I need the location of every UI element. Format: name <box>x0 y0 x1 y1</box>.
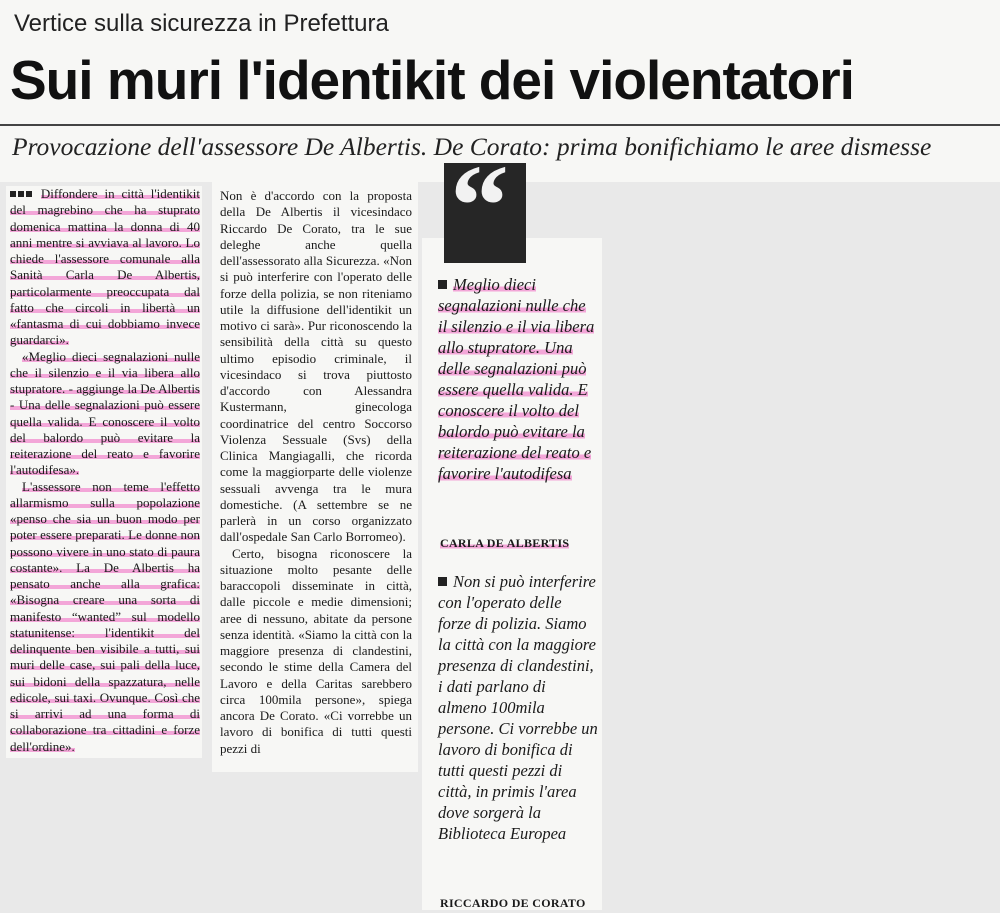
paragraph: Certo, bisogna riconoscere la situazione molto pesante delle baraccopoli disseminate in città, dalle piccole e medie dimensioni; aree di nessuno, abitate da persone senza identità. «Siamo la città con la maggiore presenza di clandestini, secondo le stime della Camera del Lavoro e della Caritas sarebbero circa 100mila persone», spiega ancora De Corato. «Ci vorrebbe un lavoro di bonifica di tutti questi pezzi di <box>220 545 412 756</box>
bullet-square-icon <box>438 280 447 289</box>
sidebar-quotes <box>422 238 602 910</box>
headline-rule <box>0 124 1000 126</box>
section-marker-icon <box>10 186 34 201</box>
pull-quote-text: Non si può interferire con l'operato delle forze di polizia. Siamo la città con la maggiore presenza di clandestini, i dati parlano di almeno 100mila persone. Ci vorrebbe un lavoro di bonifica di tutti questi pezzi di città, in primis l'area dove sorgerà la Biblioteca Europea <box>438 572 598 843</box>
paragraph-text: L'assessore non teme l'effetto allarmismo sulla popolazione «penso che sia un buon modo per poter essere preparati. Le donne non possono vivere in uno stato di paura costante». La De Albertis ha pensato anche alla grafica: «Bisogna creare una sorta di manifesto “wanted” sul modello statunitense: l'identikit del delinquente ben visibile a tutti, sui muri delle case, sui pali della luce, sui bidoni della spazzatura, nelle edicole, sui taxi. Ovunque. Così che si arrivi ad una forma di collaborazione tra cittadini e forze dell'ordine». <box>10 478 200 754</box>
article-column-1 <box>6 186 202 758</box>
headline: Sui muri l'identikit dei violentatori <box>10 49 854 111</box>
byline: CARLA DE ALBERTIS <box>440 536 570 550</box>
paragraph-text: Diffondere in città l'identikit del magrebino che ha stuprato domenica mattina la donna di 40 anni mentre si avviava al lavoro. Lo chiede l'assessore comunale alla Sanità Carla De Albertis, particolarmente preoccupata dal fatto che circoli in libertà un «fantasma di cui dobbiamo invece guardarci». <box>10 186 200 348</box>
paragraph-text: «Meglio dieci segnalazioni nulle che il silenzio e il via libera allo stupratore. - aggiunge la De Albertis - Una delle segnalazioni può essere quella valida. E conoscere il volto del balordo può evitare la reiterazione del reato e favorire l'autodifesa». <box>10 348 200 478</box>
subheadline: Provocazione dell'assessore De Albertis. De Corato: prima bonifichiamo le aree dismesse <box>12 132 932 161</box>
paragraph <box>10 186 200 349</box>
pull-quote <box>438 274 598 484</box>
pull-quote-text: Meglio dieci segnalazioni nulle che il silenzio e il via libera allo stupratore. Una delle segnalazioni può essere quella valida. E conoscere il volto del balordo può evitare la reiterazione del reato e favorire l'autodifesa <box>438 275 595 483</box>
byline: RICCARDO DE CORATO <box>440 896 586 910</box>
paragraph: Non è d'accordo con la proposta della De Albertis il vicesindaco Riccardo De Corato, tra le sue deleghe anche quella dell'assessorato alla Sicurezza. «Non si può interferire con l'operato delle forze della polizia, se non riteniamo utile la diffusione dell'identikit un motivo ci sarà». Pur riconoscendo la sensibilità della città su questo ultimo episodio criminale, il vicesindaco si trova piuttosto d'accordo con Alessandra Kustermann, ginecologa coordinatrice del centro Soccorso Violenza Sessuale (Svs) della Clinica Mangiagalli, che ricorda come la maggiorparte delle violenze sessuali avvenga tra le mura domestiche. (A settembre se ne parlerà in un corso organizzato dall'ospedale San Carlo Borromeo). <box>220 188 412 545</box>
article-column-2 <box>212 182 418 772</box>
quotation-mark-icon: “ <box>444 163 526 263</box>
paragraph <box>10 479 200 755</box>
pull-quote <box>438 571 598 844</box>
paragraph <box>10 349 200 479</box>
kicker: Vertice sulla sicurezza in Prefettura <box>14 10 389 37</box>
bullet-square-icon <box>438 577 447 586</box>
